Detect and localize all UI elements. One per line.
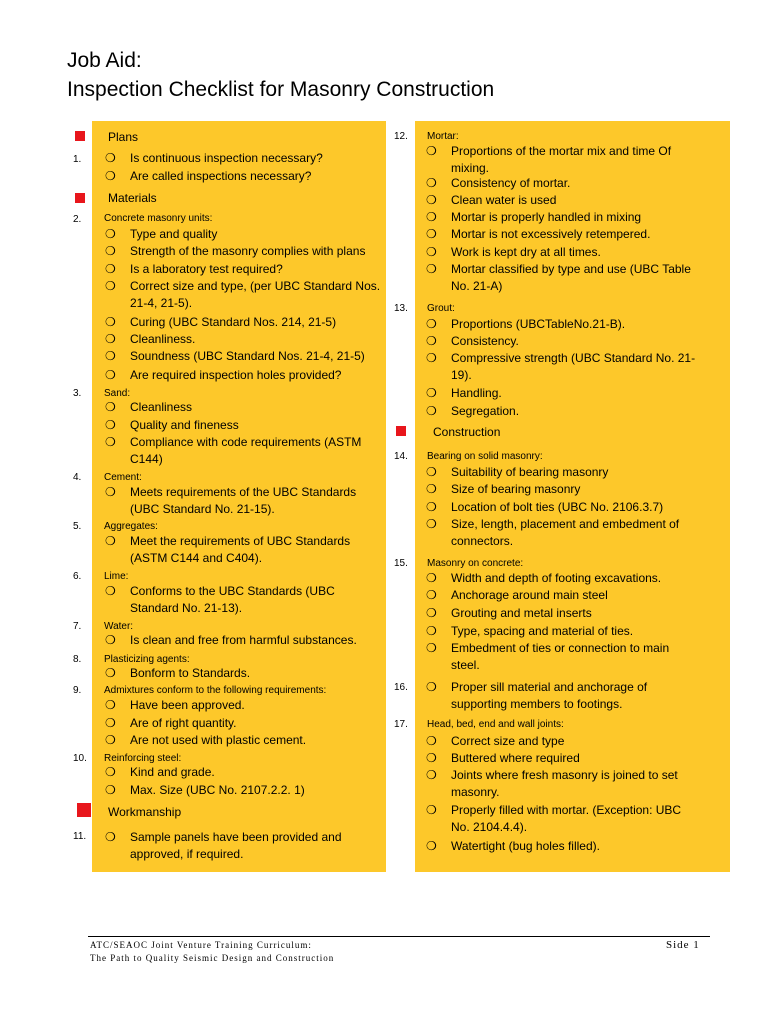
item-number: 14. [394, 451, 408, 462]
checklist-item-text [130, 367, 341, 384]
checklist-item-text [451, 244, 601, 261]
checklist-item-line: Segregation. [451, 404, 520, 418]
item-number: 17. [394, 719, 408, 730]
item-number: 1. [73, 154, 82, 165]
footer-curriculum: ATC/SEAOC Joint Venture Training Curriculum: [90, 940, 312, 950]
checklist-item-text [130, 782, 305, 799]
item-number: 13. [394, 303, 408, 314]
section-materials: Materials [108, 191, 157, 205]
item-header: Sand: [104, 388, 131, 399]
checklist-item-text [451, 570, 661, 587]
checkbox-circle-icon[interactable]: ❍ [426, 768, 437, 782]
item-number: 4. [73, 472, 82, 483]
checklist-item-line: Location of bolt ties (UBC No. 2106.3.7) [451, 500, 664, 514]
checkbox-circle-icon[interactable]: ❍ [426, 517, 437, 531]
materials-marker-icon [75, 193, 85, 203]
checklist-item-text [451, 750, 580, 767]
footer-subtitle: The Path to Quality Seismic Design and Construction [90, 953, 335, 963]
item-number: 10. [73, 753, 87, 764]
footer-divider [88, 936, 710, 937]
checklist-item-text [130, 732, 306, 749]
checklist-item-line: steel. [451, 658, 480, 672]
checklist-item-line: Meet the requirements of UBC Standards [130, 534, 351, 548]
checklist-item-text [451, 226, 650, 243]
checkbox-circle-icon[interactable]: ❍ [105, 733, 116, 747]
checklist-item-text [130, 168, 311, 185]
checklist-item-text [130, 261, 283, 278]
checkbox-circle-icon[interactable]: ❍ [105, 169, 116, 183]
item-header: Concrete masonry units: [104, 213, 213, 224]
checklist-item-line: masonry. [451, 785, 500, 799]
item-number: 16. [394, 682, 408, 693]
checkbox-circle-icon[interactable]: ❍ [105, 400, 116, 414]
checkbox-circle-icon[interactable]: ❍ [426, 386, 437, 400]
checklist-item-text [451, 802, 681, 836]
item-header: Head, bed, end and wall joints: [427, 719, 564, 730]
item-number: 12. [394, 131, 408, 142]
checklist-item-line: Size, length, placement and embedment of [451, 517, 680, 531]
checklist-item-text [451, 403, 519, 420]
checklist-item-line: Embedment of ties or connection to main [451, 641, 670, 655]
checklist-item-line: Anchorage around main steel [451, 588, 608, 602]
checklist-item-text [130, 399, 192, 416]
checklist-item-line: Kind and grade. [130, 765, 215, 779]
checkbox-circle-icon[interactable]: ❍ [105, 716, 116, 730]
item-number: 3. [73, 388, 82, 399]
checklist-item-line: Have been approved. [130, 698, 245, 712]
checkbox-circle-icon[interactable]: ❍ [105, 227, 116, 241]
checklist-item-line: (ASTM C144 and C404). [130, 551, 263, 565]
checklist-item-text [451, 733, 564, 750]
checklist-item-text [451, 316, 625, 333]
section-workmanship: Workmanship [108, 805, 182, 819]
checklist-item-line: Clean water is used [451, 193, 557, 207]
item-number: 9. [73, 685, 82, 696]
checklist-item-line: Proportions of the mortar mix and time Of [451, 144, 672, 158]
checklist-item-line: Suitability of bearing masonry [451, 465, 609, 479]
checklist-item-line: Soundness (UBC Standard Nos. 21-4, 21-5) [130, 349, 365, 363]
checkbox-circle-icon[interactable]: ❍ [426, 144, 437, 158]
section-plans: Plans [108, 130, 139, 144]
checklist-item-text [451, 623, 633, 640]
checkbox-circle-icon[interactable]: ❍ [426, 839, 437, 853]
checkbox-circle-icon[interactable]: ❍ [105, 765, 116, 779]
checkbox-circle-icon[interactable]: ❍ [426, 680, 437, 694]
checklist-item-line: Are required inspection holes provided? [130, 368, 342, 382]
checklist-item-line: Cleanliness [130, 400, 193, 414]
checklist-item-text [130, 417, 239, 434]
checkbox-circle-icon[interactable]: ❍ [426, 227, 437, 241]
checklist-item-text [451, 192, 556, 209]
checklist-item-text [130, 226, 217, 243]
checklist-item-text [130, 434, 361, 468]
checkbox-circle-icon[interactable]: ❍ [426, 245, 437, 259]
checklist-item-line: Type, spacing and material of ties. [451, 624, 634, 638]
checklist-item-text [451, 209, 641, 226]
checkbox-circle-icon[interactable]: ❍ [105, 666, 116, 680]
checkbox-circle-icon[interactable]: ❍ [105, 418, 116, 432]
checklist-item-line: Compliance with code requirements (ASTM [130, 435, 362, 449]
checklist-item-text [451, 385, 502, 402]
checklist-item-text [451, 605, 592, 622]
checklist-item-line: Work is kept dry at all times. [451, 245, 601, 259]
checklist-item-line: Watertight (bug holes filled). [451, 839, 600, 853]
checkbox-circle-icon[interactable]: ❍ [105, 368, 116, 382]
checklist-item-line: Strength of the masonry complies with plans [130, 244, 366, 258]
checklist-item-text [451, 587, 608, 604]
checklist-item-text [451, 350, 695, 384]
checklist-item-line: Proper sill material and anchorage of [451, 680, 648, 694]
item-header: Cement: [104, 472, 142, 483]
item-number: 7. [73, 621, 82, 632]
checkbox-circle-icon[interactable]: ❍ [426, 193, 437, 207]
checklist-item-text [130, 764, 215, 781]
checklist-item-line: Sample panels have been provided and [130, 830, 342, 844]
checklist-item-line: Joints where fresh masonry is joined to set [451, 768, 678, 782]
checklist-item-line: Compressive strength (UBC Standard No. 21- [451, 351, 696, 365]
checklist-item-line: Are not used with plastic cement. [130, 733, 307, 747]
checklist-item-line: No. 2104.4.4). [451, 820, 528, 834]
title-line-2: Inspection Checklist for Masonry Construction [67, 78, 495, 101]
checklist-item-line: Consistency of mortar. [451, 176, 571, 190]
checklist-item-text [130, 632, 357, 649]
checklist-item-line: Proportions (UBCTableNo.21-B). [451, 317, 626, 331]
section-construction: Construction [433, 425, 501, 439]
checklist-item-text [130, 331, 195, 348]
checkbox-circle-icon[interactable]: ❍ [105, 534, 116, 548]
checklist-item-text [451, 333, 519, 350]
checkbox-circle-icon[interactable]: ❍ [426, 482, 437, 496]
checklist-item-line: Standard No. 21-13). [130, 601, 243, 615]
checklist-item-line: Mortar is properly handled in mixing [451, 210, 642, 224]
item-number: 11. [73, 831, 87, 842]
checklist-item-line: Width and depth of footing excavations. [451, 571, 662, 585]
checklist-item-line: No. 21-A) [451, 279, 503, 293]
checklist-item-line: Curing (UBC Standard Nos. 214, 21-5) [130, 315, 337, 329]
checklist-item-line: Correct size and type [451, 734, 565, 748]
checklist-item-line: 19). [451, 368, 472, 382]
checklist-item-line: Quality and fineness [130, 418, 239, 432]
checkbox-circle-icon[interactable]: ❍ [426, 500, 437, 514]
checklist-item-text [451, 464, 608, 481]
item-number: 2. [73, 214, 82, 225]
checklist-item-line: C144) [130, 452, 163, 466]
checkbox-circle-icon[interactable]: ❍ [426, 606, 437, 620]
checklist-item-text [130, 583, 335, 617]
checklist-item-line: Grouting and metal inserts [451, 606, 592, 620]
checkbox-circle-icon[interactable]: ❍ [426, 624, 437, 638]
checklist-item-text [130, 665, 250, 682]
checkbox-circle-icon[interactable]: ❍ [426, 465, 437, 479]
checklist-item-text [451, 143, 671, 177]
checkbox-circle-icon[interactable]: ❍ [426, 334, 437, 348]
checkbox-circle-icon[interactable]: ❍ [105, 584, 116, 598]
item-number: 8. [73, 654, 82, 665]
checklist-item-text [130, 829, 342, 863]
item-header: Aggregates: [104, 521, 158, 532]
checklist-item-line: Mortar classified by type and use (UBC Table [451, 262, 691, 276]
item-header: Admixtures conform to the following requirements: [104, 685, 327, 696]
page-number: Side 1 [666, 939, 700, 951]
checkbox-circle-icon[interactable]: ❍ [426, 262, 437, 276]
checklist-item-text [130, 150, 323, 167]
item-header: Bearing on solid masonry: [427, 451, 543, 462]
checklist-item-text [130, 697, 245, 714]
checklist-item-text [451, 499, 663, 516]
checklist-item-text [451, 838, 600, 855]
checklist-item-line: Is continuous inspection necessary? [130, 151, 323, 165]
page-title [67, 46, 494, 104]
checklist-item-text [451, 175, 570, 192]
checklist-item-line: Type and quality [130, 227, 218, 241]
checklist-item-line: Properly filled with mortar. (Exception: UBC [451, 803, 682, 817]
checkbox-circle-icon[interactable]: ❍ [105, 349, 116, 363]
checkbox-circle-icon[interactable]: ❍ [426, 571, 437, 585]
checkbox-circle-icon[interactable]: ❍ [105, 698, 116, 712]
checkbox-circle-icon[interactable]: ❍ [426, 803, 437, 817]
checklist-item-text [451, 481, 580, 498]
checklist-item-line: Size of bearing masonry [451, 482, 581, 496]
checklist-item-line: 21-4, 21-5). [130, 296, 193, 310]
item-header: Water: [104, 621, 134, 632]
checkbox-circle-icon[interactable]: ❍ [105, 315, 116, 329]
checklist-item-line: mixing. [451, 161, 490, 175]
checklist-item-line: Is clean and free from harmful substances. [130, 633, 357, 647]
checklist-item-text [130, 533, 350, 567]
checklist-item-line: (UBC Standard No. 21-15). [130, 502, 275, 516]
checkbox-circle-icon[interactable]: ❍ [426, 734, 437, 748]
checklist-item-line: Meets requirements of the UBC Standards [130, 485, 357, 499]
checklist-item-text [451, 767, 678, 801]
checklist-item-text [451, 640, 669, 674]
checkbox-circle-icon[interactable]: ❍ [105, 279, 116, 293]
checkbox-circle-icon[interactable]: ❍ [426, 210, 437, 224]
workmanship-marker-icon [77, 803, 91, 817]
checklist-item-line: Cleanliness. [130, 332, 196, 346]
item-header: Plasticizing agents: [104, 654, 190, 665]
checklist-item-text [451, 261, 691, 295]
checkbox-circle-icon[interactable]: ❍ [105, 830, 116, 844]
checkbox-circle-icon[interactable]: ❍ [105, 435, 116, 449]
plans-marker-icon [75, 131, 85, 141]
checkbox-circle-icon[interactable]: ❍ [105, 151, 116, 165]
item-header: Lime: [104, 571, 129, 582]
item-header: Masonry on concrete: [427, 558, 524, 569]
checklist-item-line: connectors. [451, 534, 514, 548]
item-number: 6. [73, 571, 82, 582]
checklist-item-line: Mortar is not excessively retempered. [451, 227, 651, 241]
checkbox-circle-icon[interactable]: ❍ [426, 588, 437, 602]
checkbox-circle-icon[interactable]: ❍ [426, 351, 437, 365]
checklist-item-text [130, 243, 365, 260]
item-number: 5. [73, 521, 82, 532]
checkbox-circle-icon[interactable]: ❍ [105, 244, 116, 258]
checklist-item-line: Handling. [451, 386, 502, 400]
checkbox-circle-icon[interactable]: ❍ [426, 404, 437, 418]
checkbox-circle-icon[interactable]: ❍ [426, 176, 437, 190]
checklist-item-line: Conforms to the UBC Standards (UBC [130, 584, 335, 598]
checkbox-circle-icon[interactable]: ❍ [105, 332, 116, 346]
checklist-item-line: Are of right quantity. [130, 716, 237, 730]
checkbox-circle-icon[interactable]: ❍ [426, 751, 437, 765]
checklist-item-line: Consistency. [451, 334, 519, 348]
item-header: Reinforcing steel: [104, 753, 182, 764]
checklist-item-line: Is a laboratory test required? [130, 262, 283, 276]
checkbox-circle-icon[interactable]: ❍ [105, 262, 116, 276]
checklist-item-text [130, 278, 380, 312]
checklist-item-text [130, 715, 237, 732]
construction-marker-icon [396, 426, 406, 436]
checklist-item-line: Buttered where required [451, 751, 580, 765]
checklist-item-text [451, 679, 647, 713]
checkbox-circle-icon[interactable]: ❍ [426, 641, 437, 655]
checklist-item-line: Max. Size (UBC No. 2107.2.2. 1) [130, 783, 305, 797]
checklist-item-line: Bonform to Standards. [130, 666, 251, 680]
item-number: 15. [394, 558, 408, 569]
checkbox-circle-icon[interactable]: ❍ [105, 633, 116, 647]
item-header: Mortar: [427, 131, 459, 142]
checkbox-circle-icon[interactable]: ❍ [426, 317, 437, 331]
checklist-item-text [130, 314, 336, 331]
checklist-item-line: approved, if required. [130, 847, 244, 861]
checklist-item-line: Correct size and type, (per UBC Standard Nos. [130, 279, 381, 293]
checklist-item-text [130, 348, 365, 365]
checklist-item-line: Are called inspections necessary? [130, 169, 312, 183]
checkbox-circle-icon[interactable]: ❍ [105, 485, 116, 499]
checkbox-circle-icon[interactable]: ❍ [105, 783, 116, 797]
checklist-item-text [130, 484, 356, 518]
checklist-item-line: supporting members to footings. [451, 697, 623, 711]
checklist-item-text [451, 516, 679, 550]
title-line-1: Job Aid: [67, 49, 142, 72]
item-header: Grout: [427, 303, 455, 314]
